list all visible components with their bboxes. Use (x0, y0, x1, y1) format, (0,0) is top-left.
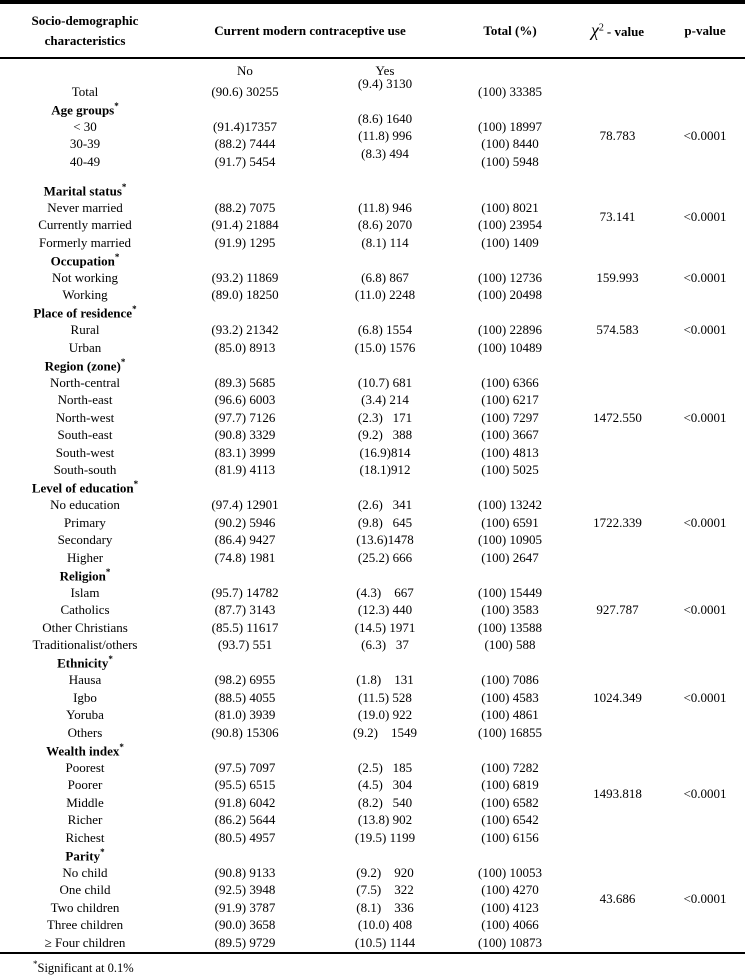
table-row-section-header (0, 742, 745, 760)
yes-value-text: (10.5) 1144 (354, 934, 416, 950)
yes-value (320, 654, 450, 672)
section-header-label: Age groups* (51, 100, 119, 118)
footnote (33, 959, 745, 976)
characteristic-label: Hausa (68, 672, 102, 688)
characteristic-label: Not working (51, 269, 119, 285)
significance-star: * (105, 566, 111, 577)
yes-value-text: (15.0) 1576 (354, 339, 416, 355)
yes-value (320, 145, 450, 171)
section-header-label: Parity* (65, 846, 105, 864)
yes-value (320, 514, 450, 532)
total-value: (100) 10905 (478, 532, 542, 548)
total-value (450, 101, 570, 119)
chi-value: 927.787 (596, 602, 639, 618)
chi-superscript: 2 (598, 22, 604, 34)
yes-value-text: (16.9)814 (359, 444, 411, 460)
characteristic-label: Higher (66, 549, 104, 565)
p-value: <0.0001 (683, 689, 727, 705)
yes-value (320, 409, 450, 427)
table-row-section-header (0, 654, 745, 672)
no-value (170, 654, 320, 672)
no-value: (97.5) 7097 (214, 759, 276, 775)
no-value: (93.2) 11869 (211, 269, 279, 285)
total-value: (100) 6591 (481, 514, 539, 530)
yes-value (320, 357, 450, 375)
yes-value (320, 549, 450, 567)
characteristic-label: No education (50, 497, 120, 513)
no-value: (81.9) 4113 (214, 462, 276, 478)
yes-value (320, 182, 450, 200)
characteristic-label: No child (62, 864, 108, 880)
no-value: (85.0) 8913 (214, 339, 276, 355)
yes-value-text: (12.3) 440 (357, 602, 413, 618)
yes-value (320, 234, 450, 252)
no-value: (97.4) 12901 (211, 497, 279, 513)
characteristic-label: Primary (64, 514, 106, 530)
yes-value-text: (11.8) 946 (358, 199, 412, 215)
no-value: (91.4) 21884 (211, 217, 279, 233)
yes-value-text: (8.6) 2070 (357, 217, 413, 233)
characteristic-label: North-central (49, 374, 121, 390)
yes-value (320, 304, 450, 322)
no-value: (90.6) 30255 (211, 83, 279, 99)
total-value (450, 567, 570, 585)
no-value: (92.5) 3948 (214, 882, 276, 898)
footnote-star: * (33, 958, 38, 969)
no-value: (81.0) 3939 (214, 707, 276, 723)
yes-value (320, 899, 450, 917)
significance-star: * (119, 741, 124, 752)
yes-value-text: (18.1)912 (359, 462, 411, 478)
yes-value (320, 217, 450, 235)
total-value: (100) 15449 (478, 584, 542, 600)
no-value (170, 101, 320, 119)
p-value: <0.0001 (683, 322, 727, 338)
p-value: <0.0001 (683, 208, 727, 224)
yes-value (320, 864, 450, 882)
empty-cell (0, 58, 170, 83)
yes-value (320, 479, 450, 497)
total-value: (100) 4813 (481, 444, 539, 460)
yes-value (320, 567, 450, 585)
total-value (450, 479, 570, 497)
yes-value-text: (19.0) 922 (357, 707, 413, 723)
total-value (450, 182, 570, 200)
characteristic-label: Richest (65, 829, 105, 845)
total-value: (100) 33385 (478, 83, 542, 99)
yes-value (320, 339, 450, 357)
significance-star: * (108, 654, 113, 665)
total-value: (100) 7086 (481, 672, 539, 688)
section-header-label: Religion* (59, 566, 111, 584)
yes-value-text: (11.0) 2248 (354, 287, 416, 303)
characteristic-label: 30-39 (69, 136, 101, 152)
total-value: (100) 18997 (478, 118, 542, 134)
section-header-label: Marital status* (43, 181, 127, 199)
yes-value-text: (8.6) 1640 (357, 110, 413, 126)
no-value (170, 252, 320, 270)
yes-value-text: (4.3) 667 (356, 584, 414, 600)
yes-value-text: (7.5) 322 (356, 882, 414, 898)
characteristic-label: < 30 (73, 118, 97, 134)
yes-value (320, 917, 450, 935)
total-value: (100) 6819 (481, 777, 539, 793)
chi-value: 1722.339 (593, 514, 642, 530)
yes-value (320, 199, 450, 217)
total-value: (100) 588 (484, 637, 536, 653)
total-value: (100) 13588 (478, 619, 542, 635)
yes-value (320, 759, 450, 777)
characteristic-label: South-west (55, 444, 115, 460)
yes-value (320, 252, 450, 270)
spacer-row (0, 171, 745, 182)
total-value: (100) 6366 (481, 374, 539, 390)
table-row-section-header (0, 847, 745, 865)
no-value: (89.0) 18250 (211, 287, 279, 303)
yes-value-text: (10.7) 681 (357, 374, 413, 390)
chi-value: 574.583 (596, 322, 639, 338)
subheader-yes: Yes (375, 63, 395, 79)
significance-star: * (133, 479, 139, 490)
p-value: <0.0001 (683, 269, 727, 285)
chi-value: 73.141 (599, 208, 636, 224)
no-value (170, 304, 320, 322)
section-header-label: Place of residence* (33, 304, 137, 321)
no-value: (97.7) 7126 (214, 409, 276, 425)
no-value: (90.8) 3329 (214, 427, 276, 443)
spacer-cell (0, 171, 745, 182)
p-value: <0.0001 (683, 891, 727, 907)
characteristic-label: Working (62, 287, 108, 303)
yes-value (320, 742, 450, 760)
yes-value-text: (6.8) 1554 (357, 322, 413, 338)
total-value: (100) 2647 (481, 549, 539, 565)
yes-value (320, 829, 450, 847)
yes-value-text: (9.2) 1549 (353, 724, 417, 740)
yes-value-text: (2.3) 171 (357, 409, 413, 425)
no-value (170, 742, 320, 760)
characteristic-label: Yoruba (66, 707, 104, 723)
characteristic-label: Richer (67, 812, 103, 828)
total-value: (100) 1409 (481, 234, 539, 250)
total-value: (100) 4066 (481, 917, 539, 933)
yes-value (320, 882, 450, 900)
characteristic-label: Traditionalist/others (32, 637, 138, 653)
no-value: (90.0) 3658 (214, 917, 276, 933)
total-value (450, 654, 570, 672)
no-value: (87.7) 3143 (214, 602, 276, 618)
no-value: (85.5) 11617 (211, 619, 279, 635)
no-value: (86.4) 9427 (214, 532, 276, 548)
no-value: (90.2) 5946 (214, 514, 276, 530)
yes-value (320, 934, 450, 953)
table-row-total (0, 83, 745, 101)
characteristic-label: Islam (70, 584, 100, 600)
total-value: (100) 22896 (478, 322, 542, 338)
no-value: (88.2) 7444 (214, 136, 276, 152)
total-value: (100) 6542 (481, 812, 539, 828)
col-header-contraceptive-use: Current modern contraceptive use (170, 2, 450, 58)
significance-star: * (100, 846, 105, 857)
yes-value-text: (6.3) 37 (361, 637, 409, 653)
table-row-section-header (0, 479, 745, 497)
yes-value (320, 689, 450, 707)
total-value: (100) 13242 (478, 497, 542, 513)
characteristic-label: Total (71, 83, 99, 99)
characteristic-label: Three children (46, 917, 124, 933)
total-value: (100) 6217 (481, 392, 539, 408)
p-value: <0.0001 (683, 409, 727, 425)
chi-symbol: χ (590, 20, 599, 40)
characteristic-label: 40-49 (69, 153, 101, 169)
total-value: (100) 10053 (478, 864, 542, 880)
total-value: (100) 8440 (481, 136, 539, 152)
total-value: (100) 12736 (478, 269, 542, 285)
yes-value (320, 812, 450, 830)
total-value: (100) 5948 (481, 153, 539, 169)
yes-value (320, 637, 450, 655)
total-value (450, 742, 570, 760)
total-value: (100) 3583 (481, 602, 539, 618)
empty-cell (570, 58, 665, 83)
characteristic-label: Urban (68, 339, 102, 355)
yes-value-text: (11.5) 528 (358, 689, 412, 705)
yes-value-text: (11.8) 996 (358, 128, 412, 144)
p-value (665, 83, 745, 101)
total-value: (100) 20498 (478, 287, 542, 303)
col-header-total: Total (%) (450, 2, 570, 58)
no-value: (91.9) 1295 (214, 234, 276, 250)
no-value: (74.8) 1981 (214, 549, 276, 565)
section-header-label: Wealth index* (46, 741, 124, 759)
no-value: (98.2) 6955 (214, 672, 276, 688)
table-row-section-header (0, 567, 745, 585)
yes-value (320, 427, 450, 445)
total-value: (100) 6156 (481, 829, 539, 845)
characteristic-label: Never married (47, 199, 123, 215)
yes-value (320, 584, 450, 602)
yes-value (320, 497, 450, 515)
no-value: (80.5) 4957 (214, 829, 276, 845)
table-header-row (0, 2, 745, 58)
yes-value (320, 672, 450, 690)
no-value: (95.7) 14782 (211, 584, 279, 600)
characteristic-label: Igbo (73, 689, 97, 705)
no-value: (95.5) 6515 (214, 777, 276, 793)
table-row-section-header (0, 304, 745, 322)
chi-value (570, 83, 665, 101)
table-row-section-header (0, 357, 745, 375)
yes-value-text: (8.3) 494 (361, 145, 409, 161)
total-value (450, 847, 570, 865)
yes-value (320, 374, 450, 392)
col-header-pvalue: p-value (665, 2, 745, 58)
characteristic-label: Poorest (65, 759, 105, 775)
yes-value-text: (4.5) 304 (357, 777, 413, 793)
yes-value-text: (9.8) 645 (357, 514, 413, 530)
yes-value (320, 619, 450, 637)
p-value: <0.0001 (683, 602, 727, 618)
significance-star: * (114, 100, 119, 111)
chi-value: 159.993 (596, 269, 639, 285)
total-value: (100) 8021 (481, 199, 539, 215)
total-value: (100) 10873 (478, 934, 542, 950)
section-header-label: Level of education* (31, 479, 139, 496)
total-value: (100) 10489 (478, 339, 542, 355)
yes-value (320, 794, 450, 812)
characteristic-label: Secondary (57, 532, 113, 548)
total-value: (100) 16855 (478, 724, 542, 740)
col-header-chi-value (570, 2, 665, 58)
yes-value (320, 847, 450, 865)
yes-value-text: (9.2) 920 (356, 864, 414, 880)
empty-cell (665, 58, 745, 83)
yes-value (320, 322, 450, 340)
characteristic-label: Rural (70, 322, 100, 338)
total-value (450, 252, 570, 270)
characteristic-label: Currently married (38, 217, 132, 233)
yes-value (320, 462, 450, 480)
no-value: (91.4)17357 (213, 118, 277, 134)
characteristic-label: Other Christians (42, 619, 128, 635)
yes-value-text: (2.6) 341 (357, 497, 413, 513)
table-row-section-header (0, 252, 745, 270)
no-value (170, 182, 320, 200)
characteristic-label: Formerly married (38, 234, 132, 250)
no-value (170, 357, 320, 375)
characteristic-label: South-south (53, 462, 117, 478)
significance-star: * (121, 181, 127, 192)
no-value: (83.1) 3999 (214, 444, 276, 460)
yes-value-text: (13.6)1478 (356, 532, 414, 548)
significance-star: * (132, 304, 137, 315)
characteristic-label: One child (59, 882, 111, 898)
total-value (450, 304, 570, 322)
empty-cell (450, 58, 570, 83)
total-value (450, 357, 570, 375)
yes-value-text: (8.1) 114 (361, 234, 409, 250)
no-value: (88.5) 4055 (214, 689, 276, 705)
characteristic-label: North-east (57, 392, 113, 408)
yes-value (320, 269, 450, 287)
yes-value-text: (10.0) 408 (357, 917, 413, 933)
no-value: (90.8) 15306 (211, 724, 279, 740)
col-header-characteristics: Socio-demographic characteristics (0, 2, 170, 58)
yes-value (320, 724, 450, 742)
no-value: (91.9) 3787 (214, 899, 276, 915)
chi-value: 1472.550 (593, 409, 642, 425)
chi-value: 78.783 (599, 127, 636, 143)
section-header-label: Region (zone)* (44, 356, 126, 374)
subheader-no: No (237, 63, 253, 79)
total-value: (100) 7297 (481, 409, 539, 425)
characteristic-label: ≥ Four children (44, 934, 126, 950)
yes-value (320, 287, 450, 305)
yes-value (320, 777, 450, 795)
yes-value-text: (9.4) 3130 (357, 75, 413, 91)
characteristic-label: South-east (57, 427, 113, 443)
yes-value (320, 532, 450, 550)
yes-value-text: (13.8) 902 (357, 812, 413, 828)
p-value: <0.0001 (683, 127, 727, 143)
footnote-text: Significant at 0.1% (37, 960, 134, 975)
yes-value (320, 707, 450, 725)
chi-value: 1493.818 (593, 786, 642, 802)
no-value: (88.2) 7075 (214, 199, 276, 215)
characteristic-label: Others (67, 724, 103, 740)
section-header-label: Ethnicity* (57, 654, 113, 671)
total-value: (100) 3667 (481, 427, 539, 443)
yes-value-text: (8.1) 336 (356, 899, 414, 915)
total-value: (100) 4123 (481, 899, 539, 915)
total-value: (100) 6582 (481, 794, 539, 810)
chi-value: 1024.349 (593, 689, 642, 705)
total-value: (100) 4270 (481, 882, 539, 898)
no-value (170, 847, 320, 865)
yes-value-text: (8.2) 540 (357, 794, 413, 810)
yes-value-text: (3.4) 214 (361, 392, 409, 408)
no-value: (89.5) 9729 (214, 934, 276, 950)
yes-value-text: (6.8) 867 (361, 269, 409, 285)
no-value: (96.6) 6003 (214, 392, 276, 408)
section-header-label: Occupation* (50, 251, 120, 269)
yes-value (320, 75, 450, 101)
total-value: (100) 23954 (478, 217, 542, 233)
yes-value-text: (25.2) 666 (357, 549, 413, 565)
yes-value (320, 602, 450, 620)
chi-value-label: - value (606, 24, 645, 39)
significance-star: * (120, 356, 126, 367)
no-value: (93.2) 21342 (211, 322, 279, 338)
no-value: (93.7) 551 (217, 637, 273, 653)
total-value: (100) 5025 (481, 462, 539, 478)
yes-value (320, 444, 450, 462)
no-value: (89.3) 5685 (214, 374, 276, 390)
no-value (170, 479, 320, 497)
yes-value-text: (2.5) 185 (357, 759, 413, 775)
yes-value-text: (9.2) 388 (357, 427, 413, 443)
no-value (170, 567, 320, 585)
significance-star: * (114, 251, 120, 262)
characteristic-label: North-west (55, 409, 115, 425)
characteristic-label: Two children (50, 899, 120, 915)
p-value: <0.0001 (683, 514, 727, 530)
characteristic-label: Poorer (67, 777, 103, 793)
yes-value-text: (14.5) 1971 (354, 619, 416, 635)
characteristic-label: Middle (66, 794, 104, 810)
p-value: <0.0001 (683, 786, 727, 802)
yes-value-text: (19.5) 1199 (354, 829, 416, 845)
characteristic-label: Catholics (60, 602, 110, 618)
no-value: (91.8) 6042 (214, 794, 276, 810)
total-value: (100) 4861 (481, 707, 539, 723)
no-value: (86.2) 5644 (214, 812, 276, 828)
yes-value-text: (1.8) 131 (356, 672, 414, 688)
no-value: (91.7) 5454 (214, 153, 276, 169)
total-value: (100) 4583 (481, 689, 539, 705)
chi-value: 43.686 (599, 891, 636, 907)
table-row-section-header (0, 182, 745, 200)
yes-value (320, 392, 450, 410)
total-value: (100) 7282 (481, 759, 539, 775)
no-value: (90.8) 9133 (214, 864, 276, 880)
